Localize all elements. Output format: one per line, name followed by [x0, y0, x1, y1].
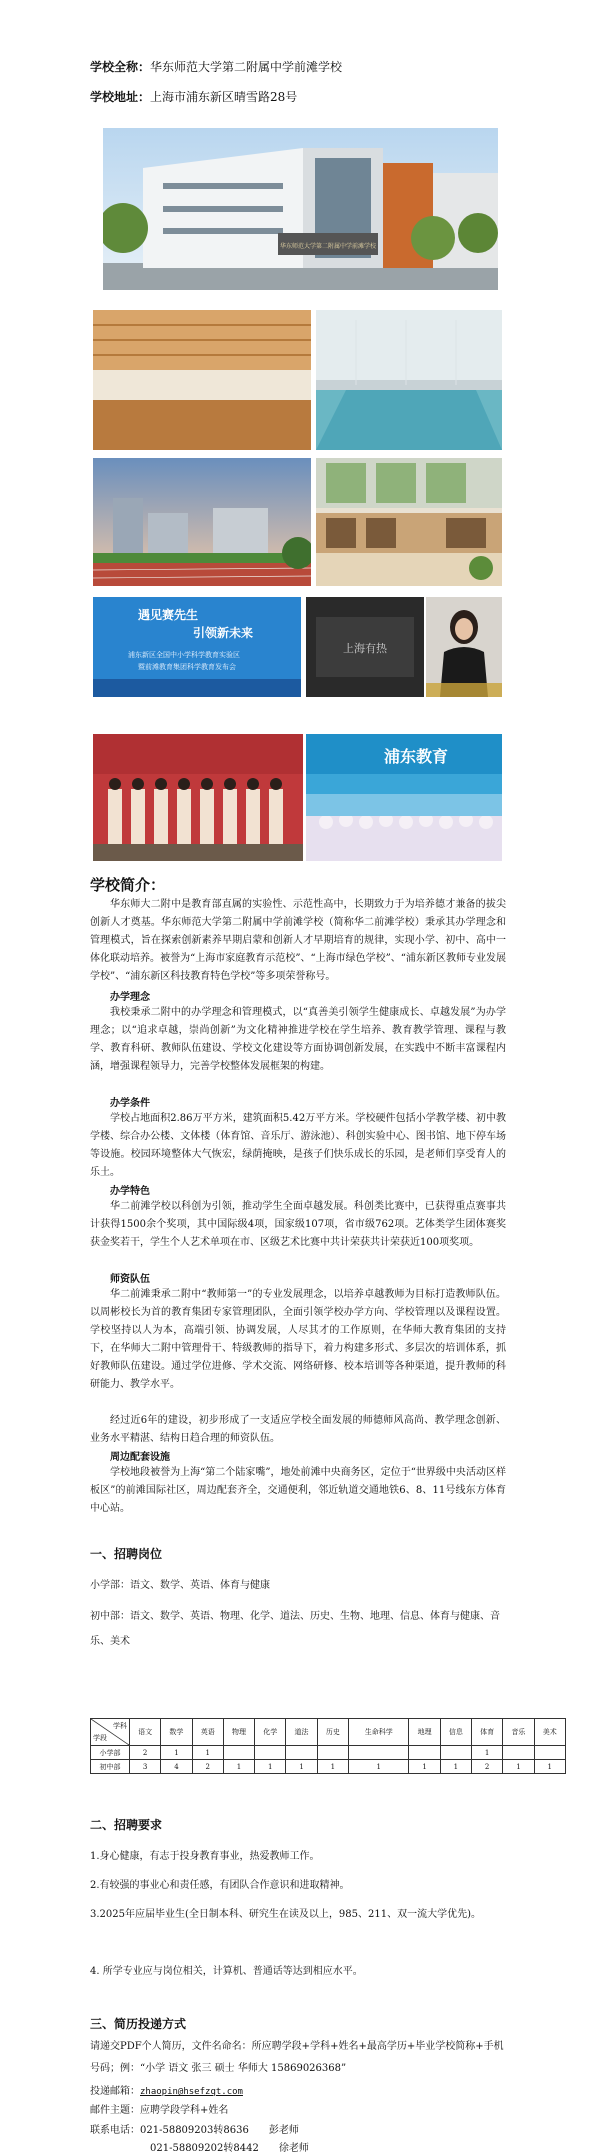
table-cell: 1: [348, 1760, 408, 1774]
award-group-photo: [93, 734, 303, 861]
table-cell: [223, 1746, 254, 1760]
school-building-photo: [103, 128, 498, 290]
library-photo: [316, 458, 502, 586]
table-col-header: 历史: [317, 1719, 348, 1746]
table-cell: 2: [130, 1746, 161, 1760]
school-address-value: 上海市浦东新区晴雪路28号: [150, 90, 298, 104]
email-line: [90, 2082, 243, 2097]
features-title: 办学特色: [110, 1186, 150, 1197]
table-cell: 2: [192, 1760, 223, 1774]
table-cell: 1: [286, 1760, 317, 1774]
table-cell: 1: [161, 1746, 192, 1760]
table-cell: [348, 1746, 408, 1760]
requirements-title: 二、招聘要求: [90, 1818, 163, 1832]
school-name-label: 学校全称：: [90, 60, 151, 74]
positions-table: [90, 1718, 566, 1774]
table-col-header: 美术: [534, 1719, 565, 1746]
school-address-label: 学校地址：: [90, 90, 151, 104]
poster-line1-text: 遇见赛先生: [138, 608, 199, 622]
table-col-header: 道法: [286, 1719, 317, 1746]
sports-track-photo: [93, 458, 311, 586]
poster-line4-text: 暨前滩教育集团科学教育发布会: [138, 663, 236, 671]
table-cell: [503, 1746, 534, 1760]
surroundings-title: 周边配套设施: [110, 1452, 170, 1463]
requirement-item: 1.身心健康，有志于投身教育事业，热爱教师工作。: [90, 1851, 320, 1862]
pudong-education-banner-photo: [306, 734, 502, 861]
phone-line-1: 联系电话：021-58809203转8636 彭老师: [90, 2125, 299, 2136]
table-col-header: 生命科学: [348, 1719, 408, 1746]
table-col-header: 语文: [130, 1719, 161, 1746]
requirement-item: 3.2025年应届毕业生(全日制本科、研究生在读及以上，985、211、双一流大学优先)。: [90, 1909, 481, 1920]
gymnasium-photo: [93, 310, 311, 450]
table-cell: 1: [223, 1760, 254, 1774]
intro-paragraph-1: 华东师大二附中是教育部直属的实验性、示范性高中，长期致力于为培养德才兼备的拔尖创新人才奠基。华东师范大学第二附属中学前滩学校（简称华二前滩学校）秉承其办学理念和管理模式，旨在探索创新素养早期启蒙和创新人才早期培育的规律，实现小学、初中、高中一体化联动培养。被誉为“上海市家庭教育示范校”、“上海市绿色学校”、“浦东新区教师专业发展学校”、“浦东新区科技教育特色学校”等多项荣誉称号。: [90, 899, 506, 982]
gate-sign-text: 华东师范大学第二附属中学前滩学校: [279, 243, 377, 250]
table-cell: 1: [472, 1746, 503, 1760]
table-cell: [255, 1746, 286, 1760]
wall-sign-text: 上海有热: [343, 642, 387, 655]
faculty-text-2: 经过近6年的建设，初步形成了一支适应学校全面发展的师德师风高尚、教学理念创新、业务水平精湛、结构日趋合理的师资队伍。: [90, 1415, 506, 1444]
email-link[interactable]: zhaopin@hsefzqt.com: [140, 2087, 243, 2097]
stage-sign-photo: [306, 597, 424, 697]
table-cell: 1: [409, 1760, 440, 1774]
science-event-poster: [93, 597, 301, 697]
table-cell: 1: [534, 1760, 565, 1774]
jobs-primary: 小学部：语文、数学、英语、体育与健康: [90, 1580, 270, 1591]
corner-top-label: 学科: [113, 1722, 127, 1730]
table-row: [91, 1746, 566, 1760]
poster-line3-text: 浦东新区全国中小学科学教育实验区: [128, 651, 240, 659]
table-cell: 4: [161, 1760, 192, 1774]
table-cell: [317, 1746, 348, 1760]
table-row-label: 小学部: [91, 1746, 130, 1760]
table-col-header: 数学: [161, 1719, 192, 1746]
table-col-header: 信息: [440, 1719, 471, 1746]
conditions-text: 学校占地面积2.86万平方米，建筑面积5.42万平方米。学校硬件包括小学教学楼、初中教学楼、综合办公楼、文体楼（体育馆、音乐厅、游泳池）、科创实验中心、图书馆、地下停车场等设施。校园环境整体大气恢宏，绿荫掩映，是孩子们快乐成长的乐园，是老师们享受育人的乐土。: [90, 1113, 506, 1178]
philosophy-text: 我校秉承二附中的办学理念和管理模式，以“真善美引领学生健康成长、卓越发展”为办学理念；以“追求卓越，崇尚创新”为文化精神推进学校在学生培养、教育教学管理、课程与教学、教育科研、教师队伍建设、学校文化建设等方面协调创新发展，在实践中不断丰富课程内涵，增强课程领导力，完善学校整体发展框架的构建。: [90, 1007, 506, 1072]
table-corner-cell: [91, 1719, 130, 1746]
faculty-title: 师资队伍: [110, 1274, 150, 1285]
jobs-middle: 初中部：语文、数学、英语、物理、化学、道法、历史、生物、地理、信息、体育与健康、音乐、美术: [90, 1611, 500, 1647]
school-name-line: [90, 58, 342, 75]
table-cell: 1: [503, 1760, 534, 1774]
table-cell: [286, 1746, 317, 1760]
table-cell: 1: [192, 1746, 223, 1760]
surroundings-text: 学校地段被誉为上海“第二个陆家嘴”，地处前滩中央商务区，定位于“世界级中央活动区样板区”的前滩国际社区，周边配套齐全，交通便利，邻近轨道交通地铁6、8、11号线东方体育中心站。: [90, 1467, 506, 1514]
table-col-header: 英语: [192, 1719, 223, 1746]
email-label: 投递邮箱：: [90, 2086, 140, 2097]
table-col-header: 物理: [223, 1719, 254, 1746]
table-row-label: 初中部: [91, 1760, 130, 1774]
phone-line-2: 021-58809202转8442 徐老师: [150, 2143, 309, 2154]
requirement-item: 2.有较强的事业心和责任感，有团队合作意识和进取精神。: [90, 1880, 350, 1891]
swimming-pool-photo: [316, 310, 502, 450]
email-subject: 邮件主题：应聘学段学科+姓名: [90, 2105, 229, 2116]
table-col-header: 地理: [409, 1719, 440, 1746]
contact-title: 三、简历投递方式: [90, 2017, 187, 2031]
table-cell: [534, 1746, 565, 1760]
table-cell: [409, 1746, 440, 1760]
table-cell: 1: [317, 1760, 348, 1774]
jobs-title: 一、招聘岗位: [90, 1547, 163, 1561]
table-cell: [440, 1746, 471, 1760]
table-header-row: [91, 1719, 566, 1746]
school-address-line: [90, 88, 297, 105]
table-cell: 1: [255, 1760, 286, 1774]
table-col-header: 音乐: [503, 1719, 534, 1746]
table-cell: 1: [440, 1760, 471, 1774]
conditions-title: 办学条件: [110, 1098, 150, 1109]
corner-bottom-label: 学段: [93, 1734, 107, 1742]
contact-instructions: 请递交PDF个人简历，文件名命名：所应聘学段+学科+姓名+最高学历+毕业学校简称+手机号码；例：“小学 语文 张三 硕士 华师大 15869026368”: [90, 2041, 504, 2074]
features-text: 华二前滩学校以科创为引领，推动学生全面卓越发展。科创类比赛中，已获得重点赛事共计获得1500余个奖项，其中国际级4项，国家级107项，省市级762项。艺体类学生团体赛奖获金奖若干，学生个人艺术单项在市、区级艺术比赛中共计荣获共计荣获近100项奖项。: [90, 1201, 506, 1248]
banner-text: 浦东教育: [383, 747, 449, 766]
faculty-text: 华二前滩秉承二附中“教师第一”的专业发展理念，以培养卓越教师为目标打造教师队伍。以周彬校长为首的教育集团专家管理团队，全面引领学校办学方向、学校管理以及课程设置。学校坚持以人为本，高端引领、协调发展，人尽其才的工作原则，在华师大教育集团的支持下，在华师大二附中管理骨干、特级教师的指导下，着力构建多形式、多层次的培训体系，抓好教师队伍建设。通过学位进修、学术交流、网络研修、校本培训等各种渠道，提升教师的科研能力、教学水平。: [90, 1289, 506, 1390]
intro-title: 学校简介：: [90, 876, 166, 894]
teacher-portrait-photo: [426, 597, 502, 697]
table-col-header: 化学: [255, 1719, 286, 1746]
table-col-header: 体育: [472, 1719, 503, 1746]
requirement-item: 4. 所学专业应与岗位相关，计算机、普通话等达到相应水平。: [90, 1966, 363, 1977]
school-name-value: 华东师范大学第二附属中学前滩学校: [150, 60, 343, 74]
table-cell: 3: [130, 1760, 161, 1774]
philosophy-title: 办学理念: [110, 992, 150, 1003]
table-row: [91, 1760, 566, 1774]
table-cell: 2: [472, 1760, 503, 1774]
poster-line2-text: 引领新未来: [193, 626, 254, 640]
